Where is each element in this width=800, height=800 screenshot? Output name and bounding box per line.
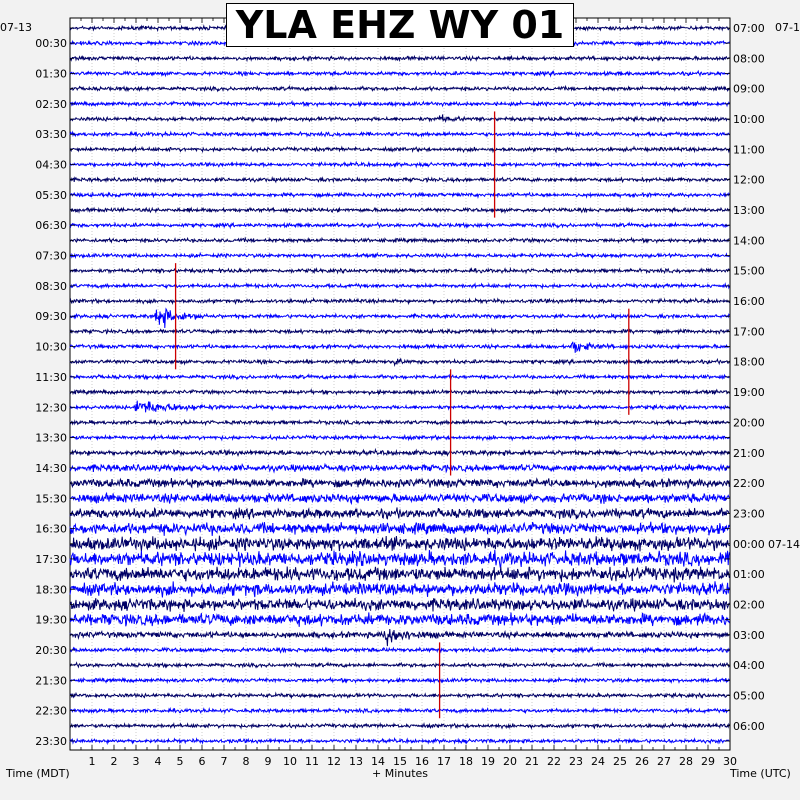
left-tick-label: 19:30	[35, 613, 67, 627]
right-tick-label: 12:00	[733, 173, 765, 187]
x-tick-label: 21	[525, 755, 539, 768]
left-tick-label: 21:30	[35, 674, 67, 688]
x-tick-label: 14	[371, 755, 385, 768]
x-tick-label: 3	[132, 755, 140, 768]
x-tick-label: 28	[679, 755, 693, 768]
x-tick-label: 8	[242, 755, 250, 768]
left-tick-label: 10:30	[35, 340, 67, 354]
left-tick-label: 18:30	[35, 583, 67, 597]
x-tick-label: 26	[635, 755, 649, 768]
left-tick-label: 23:30	[35, 734, 67, 748]
x-tick-label: 22	[547, 755, 561, 768]
left-tick-label: 05:30	[35, 188, 67, 202]
right-tick-label: 06:00	[733, 719, 765, 733]
x-tick-label: 15	[393, 755, 407, 768]
left-tick-label: 13:30	[35, 431, 67, 445]
left-axis-label: Time (MDT)	[6, 767, 70, 780]
right-tick-label: 05:00	[733, 689, 765, 703]
left-tick-label: 12:30	[35, 401, 67, 415]
x-tick-label: 4	[154, 755, 162, 768]
right-tick-label: 03:00	[733, 628, 765, 642]
x-tick-label: 20	[503, 755, 517, 768]
left-tick-label: 00:30	[35, 37, 67, 51]
x-tick-label: 10	[283, 755, 297, 768]
right-tick-label: 09:00	[733, 82, 765, 96]
x-tick-label: 17	[437, 755, 451, 768]
left-tick-label: 06:30	[35, 219, 67, 233]
left-tick-label: 22:30	[35, 704, 67, 718]
right-tick-label: 23:00	[733, 507, 765, 521]
right-axis-label: Time (UTC)	[730, 767, 791, 780]
x-axis-label: + Minutes	[371, 767, 429, 780]
right-tick-label: 02:00	[733, 598, 765, 612]
x-tick-label: 12	[327, 755, 341, 768]
left-tick-label: 04:30	[35, 158, 67, 172]
x-tick-label: 25	[613, 755, 627, 768]
left-date-label: 07-13	[0, 21, 32, 34]
left-tick-label: 17:30	[35, 552, 67, 566]
left-tick-label: 15:30	[35, 492, 67, 506]
right-tick-label: 18:00	[733, 355, 765, 369]
x-tick-label: 2	[110, 755, 118, 768]
right-tick-label: 15:00	[733, 264, 765, 278]
left-tick-label: 07:30	[35, 249, 67, 263]
right-tick-label: 22:00	[733, 477, 765, 491]
left-tick-label: 11:30	[35, 370, 67, 384]
right-tick-label: 01:00	[733, 568, 765, 582]
right-tick-label: 11:00	[733, 143, 765, 157]
right-tick-label: 20:00	[733, 416, 765, 430]
right-tick-label: 10:00	[733, 113, 765, 127]
right-tick-label: 17:00	[733, 325, 765, 339]
x-tick-label: 9	[264, 755, 272, 768]
left-tick-label: 16:30	[35, 522, 67, 536]
x-tick-label: 27	[657, 755, 671, 768]
x-tick-label: 6	[198, 755, 206, 768]
x-tick-label: 5	[176, 755, 184, 768]
right-date-label: 07-1	[775, 21, 800, 34]
right-date-change-label: 07-14	[768, 537, 800, 551]
x-tick-label: 16	[415, 755, 429, 768]
x-tick-label: 18	[459, 755, 473, 768]
chart-title: YLA EHZ WY 01	[226, 3, 574, 47]
left-tick-label: 08:30	[35, 279, 67, 293]
x-tick-label: 13	[349, 755, 363, 768]
right-tick-label: 07:00	[733, 22, 765, 35]
x-tick-label: 24	[591, 755, 605, 768]
left-tick-label: 01:30	[35, 67, 67, 81]
left-tick-label: 02:30	[35, 97, 67, 111]
left-tick-label: 03:30	[35, 128, 67, 142]
x-tick-label: 30	[723, 755, 737, 768]
x-tick-label: 7	[220, 755, 228, 768]
right-tick-label: 16:00	[733, 295, 765, 309]
right-tick-label: 14:00	[733, 234, 765, 248]
x-tick-label: 11	[305, 755, 319, 768]
left-tick-label: 14:30	[35, 461, 67, 475]
right-tick-label: 21:00	[733, 446, 765, 460]
x-tick-label: 29	[701, 755, 715, 768]
left-tick-label: 20:30	[35, 643, 67, 657]
right-tick-label: 04:00	[733, 659, 765, 673]
right-tick-label: 13:00	[733, 204, 765, 218]
x-tick-label: 1	[88, 755, 96, 768]
right-tick-label: 19:00	[733, 386, 765, 400]
right-tick-label: 00:00	[733, 537, 765, 551]
x-tick-label: 23	[569, 755, 583, 768]
right-tick-label: 08:00	[733, 52, 765, 66]
left-tick-label: 09:30	[35, 310, 67, 324]
x-tick-label: 19	[481, 755, 495, 768]
